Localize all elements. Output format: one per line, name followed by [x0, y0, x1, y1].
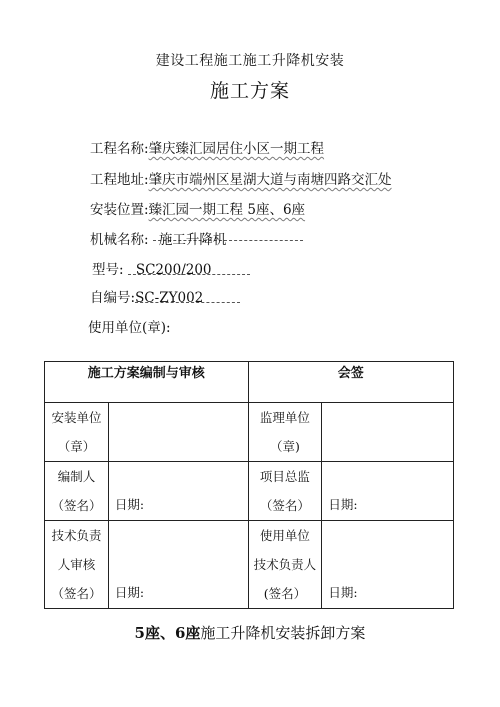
table-row: [45, 462, 454, 521]
user-tech-lead-date-cell: 日期:: [322, 521, 454, 609]
field-label: 安装位置:: [90, 202, 149, 218]
tech-review-cell: 技术负责 人审核 （签名）: [45, 521, 109, 609]
field-label: 工程名称:: [90, 141, 149, 157]
preparer-cell: 编制人 （签名）: [45, 462, 109, 521]
preparer-date-cell: 日期:: [108, 462, 248, 521]
signoff-table: [44, 361, 454, 609]
field-label: 机械名称:: [90, 232, 149, 248]
field-value: 肇庆市端州区星湖大道与南塘四路交汇处: [148, 172, 392, 188]
field-underline: [135, 290, 240, 306]
section-heading-bold: 5座、6座: [134, 624, 201, 642]
field-machine-name: [90, 228, 303, 248]
user-tech-lead-cell: 使用单位 技术负责人 (签名）: [248, 521, 322, 609]
field-project-name: [90, 137, 324, 157]
field-label: 使用单位(章):: [88, 320, 171, 336]
field-value: 施工升降机: [158, 232, 227, 248]
install-unit-sign-cell: [108, 403, 248, 462]
table-row: [45, 403, 454, 462]
field-underline: [128, 262, 250, 278]
field-label: 型号:: [92, 262, 124, 278]
install-unit-cell: 安装单位 （章）: [45, 403, 109, 462]
field-project-address: [90, 168, 392, 188]
signoff-table-header: [45, 362, 454, 403]
field-value: 臻汇园一期工程 5座、6座: [148, 202, 306, 218]
header-countersign: 会签: [248, 362, 454, 403]
table-row: [45, 521, 454, 609]
document-title-line2: 施工方案: [209, 80, 290, 102]
project-director-date-cell: 日期:: [322, 462, 454, 521]
supervision-unit-sign-cell: [322, 403, 454, 462]
field-underline: [153, 228, 303, 248]
field-model: [92, 258, 250, 278]
header-review: 施工方案编制与审核: [45, 362, 249, 403]
supervision-unit-cell: 监理单位 （章): [248, 403, 322, 462]
section-heading-rest: 施工升降机安装拆卸方案: [200, 624, 366, 642]
field-label: 工程地址:: [90, 172, 149, 188]
document-title-line1: 建设工程施工施工升降机安装: [155, 53, 345, 69]
field-install-location: [90, 198, 305, 218]
tech-review-date-cell: 日期:: [108, 521, 248, 609]
field-value: SC200/200: [135, 262, 212, 278]
field-user-unit: [88, 316, 171, 336]
section-heading: [0, 622, 500, 643]
field-serial-number: [90, 286, 240, 306]
field-value: 肇庆臻汇园居住小区一期工程: [148, 141, 325, 157]
project-director-cell: 项目总监 （签名）: [248, 462, 322, 521]
field-label: 自编号:: [90, 290, 136, 306]
field-value: SC-ZY002: [135, 290, 204, 306]
